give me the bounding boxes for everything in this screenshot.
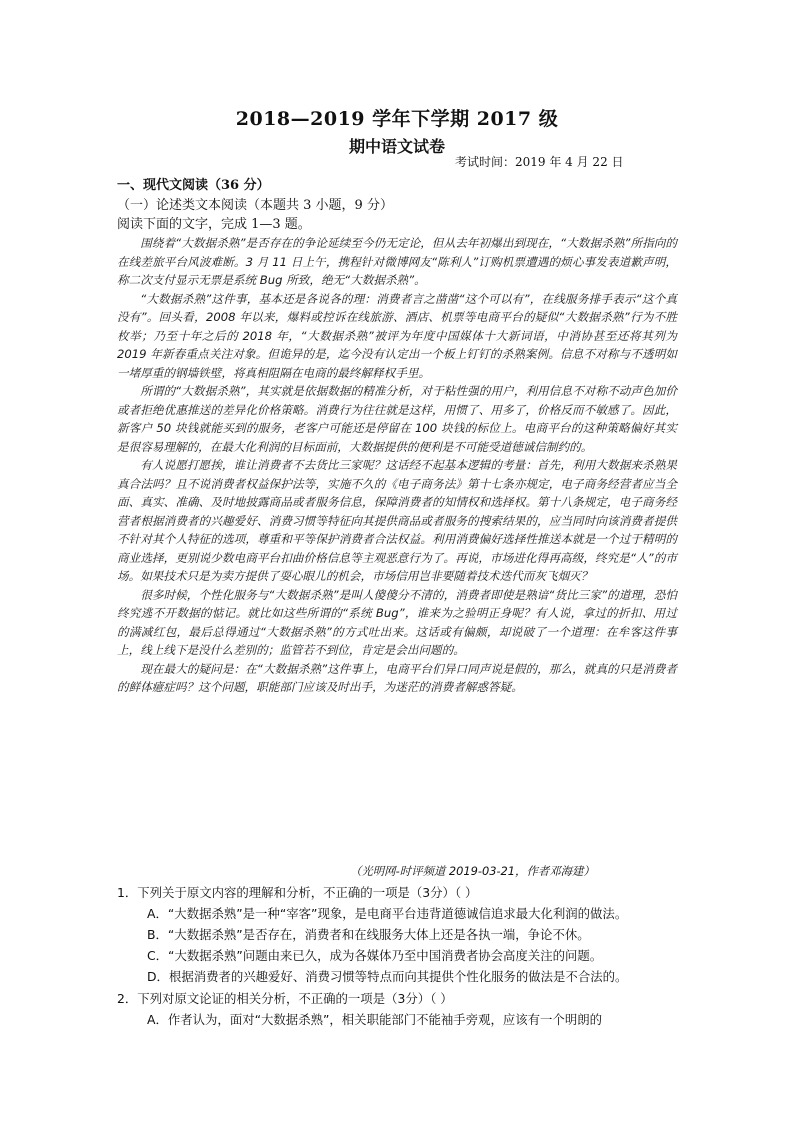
exam-title: 2018—2019 学年下学期 2017 级 xyxy=(235,108,559,130)
section-heading: 一、现代文阅读（36 分） xyxy=(117,178,270,193)
question-option: A．“大数据杀熟”是一种“宰客”现象，是电商平台违背道德诚信追求最大化利润的做法。 xyxy=(147,906,628,921)
reading-instruction: 阅读下面的文字，完成 1—3 题。 xyxy=(117,217,311,232)
passage-paragraph: 有人说愿打愿挨，谁让消费者不去货比三家呢？这话经不起基本逻辑的考量：首先，利用大数据来杀熟果真合法吗？且不说消费者权益保护法等，实施不久的《电子商务法》第十七条亦规定，电子商务经营者应当全面、真实、准确、及时地披露商品或者服务信息，保障消费者的知情权和选择权。第十八条规定，电子商务经营者根据消费者的兴趣爱好、消费习惯等特征向其提供商品或者服务的搜索结果的，应当同时向该消费者提供不针对其个人特征的选项，尊重和平等保护消费者合法权益。利用消费偏好选择性推送本就是一个过于精明的商业选择，更别说少数电商平台扣曲价格信息等主观恶意行为了。再说，市场进化得再高级，终究是“人”的市场。如果技术只是为卖方提供了耍心眼儿的机会，市场信用岂非要随着技术迭代而灰飞烟灭？ xyxy=(117,458,677,583)
question-option: A．作者认为，面对“大数据杀熟”，相关职能部门不能袖手旁观，应该有一个明朗的 xyxy=(147,1012,602,1027)
question-option: D．根据消费者的兴趣爱好、消费习惯等特点而向其提供个性化服务的做法是不合法的。 xyxy=(147,969,628,984)
sub-section-heading: （一）论述类文本阅读（本题共 3 小题，9 分） xyxy=(117,198,393,213)
exam-subtitle: 期中语文试卷 xyxy=(348,137,445,156)
passage-paragraph: 很多时候，个性化服务与“大数据杀熟”是叫人傻傻分不清的，消费者即使是熟谙“货比三家”的道理，恐怕终究逃不开数据的惦记。就比如这些所谓的“系统 Bug”，谁来为之验明正身呢？有人说，拿过的折扣、用过的满减红包，最后总得通过“大数据杀熟”的方式吐出来。这话或有偏颇，却说破了一个道理：在牟客这件事上，线上线下是没什么差别的；监管若不到位，肯定是会出问题的。 xyxy=(117,587,677,657)
passage-source: （光明网-时评频道 2019-03-21，作者邓海建） xyxy=(350,864,595,878)
question-option: B．“大数据杀熟”是否存在，消费者和在线服务大体上还是各执一端，争论不休。 xyxy=(147,927,590,942)
passage-paragraph: 所谓的“大数据杀熟”，其实就是依据数据的精准分析，对于粘性强的用户，利用信息不对称不动声色加价或者拒绝优惠推送的差异化价格策略。消费行为往往就是这样，用惯了、用多了，价格反而不敏感了。因此，新客户 50 块钱就能买到的服务，老客户可能还是停留在 100 块钱的标位上。电商平台的这种策略偏好其实是很容易理解的，在最大化利润的目标面前，大数据提供的便利是不可能受道德诚信制约的。 xyxy=(117,384,677,454)
exam-time: 考试时间：2019 年 4 月 22 日 xyxy=(455,155,624,169)
reading-passage xyxy=(117,234,677,697)
question-option: C．“大数据杀熟”问题由来已久，成为各媒体乃至中国消费者协会高度关注的问题。 xyxy=(147,948,603,963)
passage-paragraph: 围绕着“大数据杀熟”是否存在的争论延续至今仍无定论，但从去年初爆出到现在，“大数据杀熟”所指向的在线差旅平台风波难断。3 月 11 日上午，携程针对微博网友“陈利人”订购机票遭遇的烦心事发表道歉声明，称二次支付显示无票是系统 Bug 所致，绝无“大数据杀熟”。 xyxy=(117,236,677,287)
question-stem: 2．下列对原文论证的相关分析，不正确的一项是（3分）（ ） xyxy=(117,991,453,1006)
passage-paragraph: “大数据杀熟”这件事，基本还是各说各的理：消费者言之凿凿“这个可以有”，在线服务排手表示“这个真没有”。回头看，2008 年以来，爆料或控诉在线旅游、酒店、机票等电商平台的疑似“大数据杀熟”行为不胜枚举；乃至十年之后的 2018 年，“大数据杀熟”被评为年度中国媒体十大新词语，中消协甚至还将其列为 2019 年新春重点关注对象。但诡异的是，迄今没有认定出一个板上钉钉的杀熟案例。信息不对称与不透明如一堵厚重的钢墙铁壁，将真相阻隔在电商的最终解释权手里。 xyxy=(117,291,677,380)
question-stem: 1．下列关于原文内容的理解和分析，不正确的一项是（3分）（ ） xyxy=(117,885,478,900)
passage-paragraph: 现在最大的疑问是：在“大数据杀熟”这件事上，电商平台们异口同声说是假的，那么，就真的只是消费者的鲜体癔症吗？这个问题，职能部门应该及时出手，为迷茫的消费者解惑答疑。 xyxy=(117,661,677,694)
